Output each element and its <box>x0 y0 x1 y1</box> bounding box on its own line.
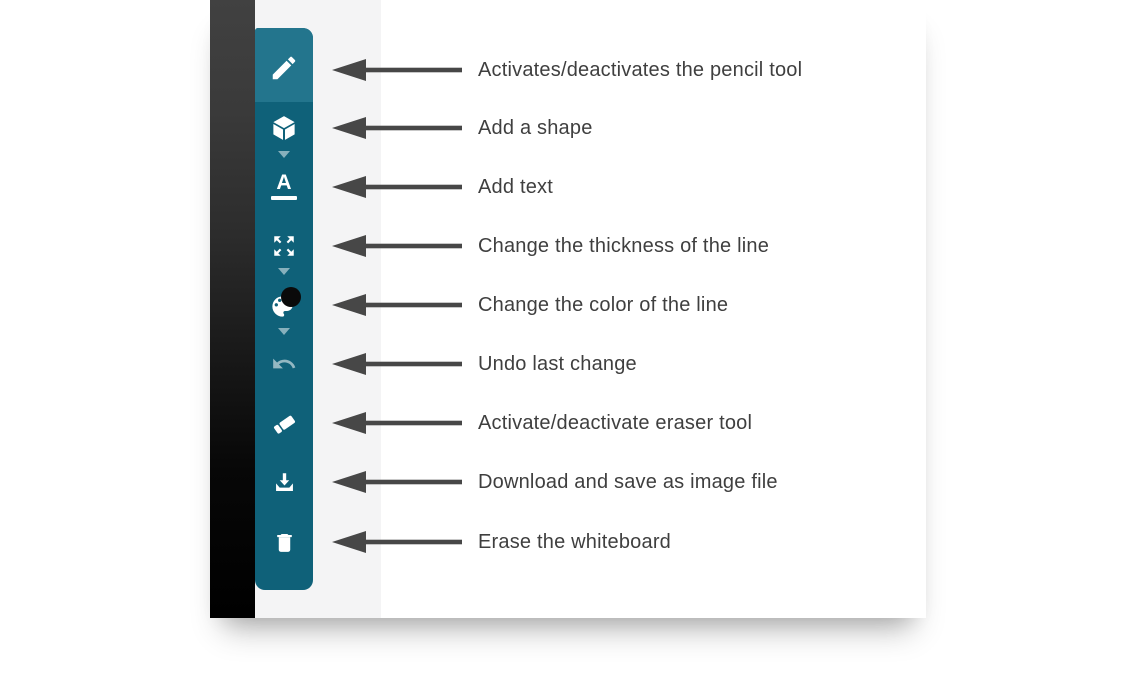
arrow-left-icon <box>332 174 462 200</box>
whiteboard-toolbar <box>255 28 313 590</box>
annotation-row <box>332 57 802 83</box>
annotation-row <box>332 469 778 495</box>
current-color-dot <box>281 287 301 307</box>
text-tool-button[interactable] <box>255 167 313 207</box>
chevron-down-icon <box>276 325 292 337</box>
tool-description: Change the thickness of the line <box>478 234 770 257</box>
chevron-down-icon <box>276 148 292 160</box>
pencil-icon <box>269 53 299 83</box>
arrow-left-icon <box>332 292 462 318</box>
tool-description: Add a shape <box>478 116 593 139</box>
thickness-tool-button[interactable] <box>255 226 313 266</box>
annotation-row <box>332 529 671 555</box>
arrow-left-icon <box>332 351 462 377</box>
dark-backdrop <box>210 0 255 618</box>
arrow-left-icon <box>332 529 462 555</box>
tool-description: Erase the whiteboard <box>478 530 672 553</box>
pencil-tool-button[interactable] <box>255 28 313 102</box>
eraser-tool-button[interactable] <box>255 403 313 443</box>
arrow-left-icon <box>332 469 462 495</box>
line-thickness-icon <box>271 233 297 259</box>
arrow-left-icon <box>332 115 462 141</box>
annotation-row <box>332 292 728 318</box>
trash-icon <box>272 530 297 555</box>
arrow-left-icon <box>332 410 462 436</box>
chevron-down-icon <box>276 265 292 277</box>
eraser-icon <box>271 410 298 437</box>
download-icon <box>271 469 298 496</box>
download-button[interactable] <box>255 462 313 502</box>
annotation-row <box>332 174 553 200</box>
shape-tool-button[interactable] <box>255 108 313 148</box>
color-tool-button[interactable] <box>255 285 313 325</box>
undo-icon <box>271 351 297 377</box>
tool-description: Change the color of the line <box>478 293 729 316</box>
arrow-left-icon <box>332 233 462 259</box>
annotation-row <box>332 115 593 141</box>
arrow-left-icon <box>332 57 462 83</box>
tool-description: Activates/deactivates the pencil tool <box>478 58 803 81</box>
tool-description: Undo last change <box>478 352 637 375</box>
figure-card <box>210 0 926 618</box>
tool-description: Download and save as image file <box>478 470 778 493</box>
text-icon: A <box>270 172 298 202</box>
annotation-row <box>332 410 752 436</box>
tool-description: Activate/deactivate eraser tool <box>478 411 753 434</box>
shape-icon <box>269 113 299 143</box>
tool-description: Add text <box>478 175 553 198</box>
undo-button[interactable] <box>255 344 313 384</box>
annotation-row <box>332 351 637 377</box>
clear-board-button[interactable] <box>255 522 313 562</box>
line-color-icon <box>269 290 299 320</box>
annotation-row <box>332 233 769 259</box>
